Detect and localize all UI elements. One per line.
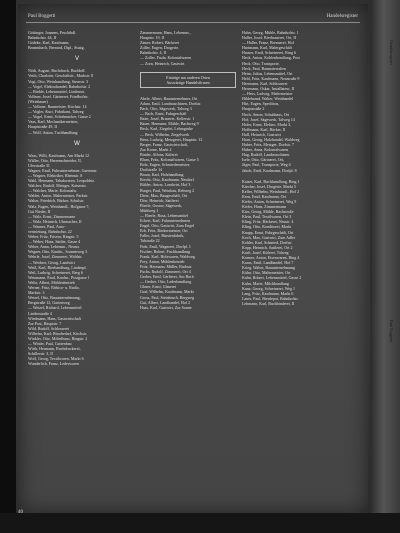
register-entry-line: Koch, Max, Gastwirt, Zum Adler xyxy=(242,234,296,240)
register-entry-line: Kling, Fritz, Bäckerei, Neustr. 4 xyxy=(242,219,294,225)
register-entry-line: Walz, Eugen, Weinhandl., Hofgasse 7, xyxy=(28,203,90,209)
section-letter: W xyxy=(74,140,80,147)
register-entry-line: Glaser, Ernst, Glaserei xyxy=(140,284,177,290)
register-entry-line: Isele, Otto, Gärtnerei, Ort, xyxy=(242,157,285,163)
entry-block xyxy=(242,179,364,306)
register-entry-line: Lang, Fritz, Kaufmann, Markt 6 xyxy=(242,290,294,296)
register-entry-line: Heim, Julius, Lebensmittel, Ort xyxy=(242,70,293,76)
register-entry-line: Beck, Karl, Ziegelei, Lehmgrube xyxy=(140,126,193,132)
register-entry-line: Waas, Willi, Kaufmann, Am Markt 12 xyxy=(28,152,89,158)
register-entry-line: Lauer, Paul, Bierdepot, Bahnhofstr. xyxy=(242,295,299,301)
register-entry-line: Werner, Fritz, Elektro- u. Radio, xyxy=(28,285,80,291)
register-entry-line: Horn, Georg, Holzhandel, Waldweg xyxy=(242,136,300,142)
register-entry-line: Hoffmann, Karl, Bäcker, II xyxy=(242,126,286,132)
register-entry-line: — Wagner, Elektriker, Rheinstr. 8 xyxy=(28,172,83,178)
register-entry-line: Kaiser, Karl, Buchhandlung, Ring 1 xyxy=(242,178,300,184)
register-entry-line: Vollmer, Josef, Gärtnerei, Friedhofstr. xyxy=(28,93,89,99)
adjacent-page-edge xyxy=(370,0,400,533)
register-entry-line: Jakob, Emil, Kaufmann, Dorfpl. 8 xyxy=(242,167,297,173)
register-entry-line: (Weinbauer) xyxy=(28,98,48,104)
register-entry-line: Krieg, Walter, Bauunternehmung xyxy=(242,265,295,271)
register-entry-line: Kühn, Otto, Malermeister, Ort xyxy=(242,270,291,276)
register-entry-line: Lindenstraße 4 xyxy=(28,310,52,316)
register-entry-line: Weil, Ludwig, Schreinerei, Berg 6 xyxy=(28,269,83,275)
register-entry-line: Hirt, Eugen, Spedition, xyxy=(242,101,279,107)
register-entry-line: Baier, Josef, Brauerei, Kellerstr. 1 xyxy=(140,116,195,122)
register-entry-line: Zur Post, Hauptstr. 7 xyxy=(28,320,62,326)
register-entry-line: Zinser, Robert, Bäckerei xyxy=(140,40,180,46)
register-entry-line: Knapp, Ernst, Fuhrgeschäft, Ort xyxy=(242,229,294,235)
register-entry-line: Fink, Emil, Wagnerei, Dorfpl. 1 xyxy=(140,243,191,249)
register-entry-line: Eberle, Gustav, Sägewerk, xyxy=(140,202,183,208)
register-entry-line: Herrmann, Karl, Schlosserei xyxy=(242,80,288,86)
box-heading-line: Einträge aus anderen Orten xyxy=(166,74,210,80)
register-entry-line: Faller, Josef, Bürstenfabrik, xyxy=(140,233,185,239)
register-entry-line: Hofer, Ernst, Elektro, Markt 3, xyxy=(242,121,292,127)
register-entry-line: Weber, Anna, Lebensm., Neustr. xyxy=(28,244,80,250)
edge-text-fragment: Paul Boggetti xyxy=(389,320,394,342)
register-entry-line: Wild, Rudolf, Schlosserei xyxy=(28,325,70,331)
register-entry-line: — Vogler, Kurt, Fabrikant, Talweg xyxy=(28,109,84,115)
register-entry-line: Nöth, August, Buchdruck, Buchbdl. xyxy=(28,68,86,74)
register-entry-line: — Wanner, Paul, Auto- xyxy=(28,223,66,229)
register-entry-line: Abele, Albert, Bauunternehmer, Ort xyxy=(140,95,198,101)
register-entry-line: Veith, Charlotte, Geschäftsfr., Markstr. 8 xyxy=(28,73,93,79)
register-entry-line: — Walz, Ernst, Zimmermann xyxy=(28,213,76,219)
scan-shadow-left xyxy=(0,0,16,533)
register-entry-line: Uferstraße 31 xyxy=(28,162,50,168)
column-3 xyxy=(242,30,364,312)
register-entry-line: Kuhn, Robert, Lebensmittel, Gasse 2 xyxy=(242,275,302,281)
register-entry-line: Weinmann, Emil, Kaufm., Postgasse 1 xyxy=(28,274,90,280)
register-entry-line: Gross, Paul, Steinbruch, Bergweg xyxy=(140,294,195,300)
register-entry-line: Klein, Paul, Textilwaren, Ort 3 xyxy=(242,214,292,220)
register-entry-line: Kiefer, Anton, Schreinerei, Weg 9 xyxy=(242,199,297,204)
register-entry-line: Huber, Fritz, Metzger, Dorfstr. 7 xyxy=(242,142,294,148)
register-entry-line: Bolz, Eugen, Schmiedemeister, xyxy=(140,162,191,168)
register-entry-line: Herrmann, Oskar, Installateur, II xyxy=(242,86,295,92)
register-entry-line: Dörr, Heinrich, Sattlerei xyxy=(140,197,179,203)
register-entry-line: Kiefer, Hans, Zimmermann xyxy=(242,204,287,210)
entry-block xyxy=(140,30,236,66)
register-entry-line: Wirth, Hermann, Buchdruckerei, xyxy=(28,346,81,352)
register-entry-line: Wunderlich, Franz, Lederwaren xyxy=(28,361,79,367)
register-entry-line: Blum, Fritz, Kolonialwaren, Gasse 5 xyxy=(140,156,199,162)
register-entry-line: vermietung, Bahnhofstr. 22 xyxy=(28,229,72,234)
register-entry-line: Burger, Paul, Weinbau, Rebweg 2 xyxy=(140,187,195,193)
register-entry-line: Kohler, Karl, Schmied, Dorfstr. xyxy=(242,239,293,245)
register-entry-line: Hug, Rudolf, Landmaschinen xyxy=(242,152,290,158)
register-entry-line: — Vollmer, Baumeister, Kirchstr. 14 xyxy=(28,104,87,110)
register-entry-line: Lehmann, Karl, Buchbinderei, II xyxy=(242,300,295,306)
register-entry-line: Zoller, Eugen, Drogerie, xyxy=(140,45,180,51)
register-entry-line: Bergstraße 12, Gartenweg xyxy=(28,300,70,306)
register-entry-line: Wagner, Emil, Fuhrunternehmer, Gartenstr. xyxy=(28,167,98,173)
register-entry-line: Held, Fritz, Kaufmann, Neustraße 9 xyxy=(242,75,300,81)
register-entry-line: Walder, Anton, Malermeister, Parkstr. xyxy=(28,193,89,199)
entry-block xyxy=(28,30,126,50)
register-entry-line: Zimmermann, Hans, Lebensm., xyxy=(140,30,191,35)
box-heading-line: Auswärtige Handelsfirmen xyxy=(166,79,210,85)
register-entry-line: — Hess, Ludwig, Malermeister xyxy=(242,91,293,97)
register-entry-line: Winkler, Otto, Möbelhaus, Ringstr. 2 xyxy=(28,335,88,341)
register-entry-line: Frey, Anton, Mühlenbetrieb xyxy=(140,258,185,264)
register-entry-line: Vogt, Otto, Weinhandlung, Sternstr. 3 xyxy=(28,78,88,84)
register-entry-line: Hauptstraße 49, II xyxy=(28,124,57,130)
register-entry-line: — Bürkle, Lebensmittel, Lindenstr. xyxy=(28,88,85,94)
register-entry-line: Hildebrand, Walter, Weinhandel xyxy=(242,96,294,102)
register-entry-line: Dorfstraße 14 xyxy=(140,167,163,173)
register-entry-line: — Gerber, Otto, Lederhandlung xyxy=(140,279,192,285)
register-entry-line: Hoch, Anton, Schuhhaus, Ort xyxy=(242,111,290,117)
register-entry-line: Fritz, Hermann, Müller, Bachstr. xyxy=(140,263,193,269)
register-entry-line: Wahl, Hermann, Tabakwaren, Leopoldstr. xyxy=(28,178,95,184)
register-entry-line: Braun, Karl, Holzhandlung xyxy=(140,172,184,178)
register-entry-line: — Zoller, Paula, Kolonialwaren xyxy=(140,55,192,61)
register-entry-line: — Vogel, Ernst, Schuhmacher, Gasse 2 xyxy=(28,114,91,120)
register-entry-line: Adam, Emil, Landmaschinen, Dorfstr. xyxy=(140,100,202,106)
entry-block xyxy=(242,30,364,173)
register-entry-line: Wilhelm, Karl, Bürobedarf, Kirchstr. xyxy=(28,330,88,336)
register-entry-line: Fuchs, Rudolf, Zimmerei, Ort 4 xyxy=(140,269,191,275)
register-entry-line: Hauser, Emil, Schreinerei, Ring 6 xyxy=(242,50,296,56)
register-entry-line: Gödeke, Karl, Kaufmann, xyxy=(28,40,70,46)
register-entry-line: Heck, Otto, Transporte, xyxy=(242,60,280,66)
register-entry-line: Talstraße 22 xyxy=(140,238,160,244)
column-1 xyxy=(28,30,126,373)
register-entry-line: Wehrle, Josef, Zimmerei, Waldstr. xyxy=(28,254,83,260)
register-entry-line: — Zorn, Heinrich, Gastwirt xyxy=(140,60,185,66)
register-entry-line: Hauptstr. 19, II xyxy=(140,35,165,41)
register-entry-line: Haller, Josef, Bierbrauerei, Ort, II xyxy=(242,35,297,41)
register-entry-line: Berger, Franz, Gastwirtschaft, xyxy=(140,141,189,147)
register-entry-line: Heck, Paul, Baumaterialien xyxy=(242,65,286,71)
register-entry-line: Jäger, Paul, Transporte, Weg 4 xyxy=(242,162,291,168)
register-entry-line: Engel, Otto, Gastwirt, Zum Engel xyxy=(140,223,195,229)
register-entry-line: Bauer, Hermann, Mühle, Bachweg 9 xyxy=(140,121,199,127)
register-entry-line: Kraus, Emil, Landhandel, Hof 7 xyxy=(242,260,294,266)
edge-text-fragment: Handelsregister xyxy=(389,40,394,66)
register-entry-line: Welte, Albert, Mühlenbetrieb xyxy=(28,279,75,285)
register-entry-line: Gut, Albert, Landhandel, Hof 2 xyxy=(140,299,191,305)
register-entry-line: — Bach, Ernst, Fuhrgeschäft xyxy=(140,111,187,117)
register-entry-line: Hof, Josef, Sägewerk, Talweg 14 xyxy=(242,116,295,122)
register-entry-line: — Walcher, Marie, Kolonialw. xyxy=(28,188,78,194)
header-right: Handelsregister xyxy=(326,14,358,19)
register-entry-line: Vaas, Karl, Mechanikermeister, xyxy=(28,119,79,125)
register-entry-line: Gut Nieder, II xyxy=(28,208,51,214)
column-2 xyxy=(140,30,236,316)
register-entry-line: Hauptstraße 2 xyxy=(242,106,265,112)
register-entry-line: Kern, Emil, Kaufmann, Ort xyxy=(242,193,286,199)
register-entry-line: Kopp, Heinrich, Sattlerei, Ort 2 xyxy=(242,244,293,250)
register-entry-line: Wegner, Otto, Kaufm., Sonnenweg 3 xyxy=(28,249,88,255)
entry-block xyxy=(28,153,126,367)
register-entry-line: Frank, Karl, Holzwaren, Waldweg xyxy=(140,253,195,259)
register-entry-line: Heck, Anton, Kohlenhandlung, Post xyxy=(242,55,300,61)
register-entry-line: Mühlweg 1 xyxy=(140,207,159,213)
register-entry-line: — Vogel, Elektrohandel, Bahnhofstr. 2 xyxy=(28,83,91,89)
scan-shadow-bottom xyxy=(0,513,400,533)
register-entry-line: Kunz, Georg, Schreinerei, Weg 1 xyxy=(242,285,295,291)
register-entry-line: Göttinger, Joannes, Fruchthdl. xyxy=(28,30,77,35)
register-entry-line: Weiß, Karl, Bierhandlung, Lindenpl. xyxy=(28,264,87,270)
register-entry-line: Erb, Fritz, Bäckermeister, Ort xyxy=(140,228,188,234)
register-entry-line: Hahn, Georg, Mühle, Bahnhofstr. 1 xyxy=(242,30,299,35)
register-entry-line: Haas, Karl, Gastwirt, Zur Sonne xyxy=(140,304,192,310)
register-entry-line: Holl, Heinrich, Gastwirt xyxy=(242,131,281,137)
register-entry-line: Wiedmann, Hans, Gastwirtschaft xyxy=(28,315,81,321)
register-entry-line: Eckert, Karl, Fuhrunternehmen xyxy=(140,218,190,224)
register-entry-line: — Wolf, Anton, Tuchhandlung xyxy=(28,129,78,135)
register-entry-line: Benz, Ludwig, Metzgerei, Hauptstr. 12 xyxy=(140,136,203,142)
register-entry-line: Schillerstr. 3, II xyxy=(28,351,53,357)
register-entry-line: Bahnhofstr. 4, II xyxy=(140,50,167,56)
register-entry-line: Kirn, Georg, Mühle, Bachstraße xyxy=(242,209,294,215)
register-entry-line: Huber, Anna, Kolonialwaren xyxy=(242,147,289,153)
header-left: Paul Boggetti xyxy=(28,14,56,19)
register-entry-line: Brecht, Otto, Kaufmann, Neudorf xyxy=(140,177,194,183)
register-entry-line: Kramer, Anton, Eisenwaren, Ring 4 xyxy=(242,255,300,261)
register-entry-line: Hartmann, Karl, Malergeschäft xyxy=(242,45,292,51)
register-entry-line: Kuhn, Marie, Milchhandlung xyxy=(242,280,289,286)
register-entry-line: Kärcher, Josef, Drogerie, Markt 5 xyxy=(242,183,296,189)
register-entry-line: Markstr. 3 xyxy=(28,290,45,296)
register-entry-line: Walter, Friedrich, Bäcker, Schulstr. xyxy=(28,198,85,204)
register-entry-line: — Winter, Paul, Gartenbau xyxy=(28,341,72,347)
entry-block xyxy=(28,68,126,134)
book-page xyxy=(18,4,368,514)
running-header xyxy=(26,12,360,23)
register-entry-line: Weber, Fritz, Friseur, Ringstr. 5 xyxy=(28,234,79,240)
register-entry-line: Kling, Otto, Konditorei, Markt xyxy=(242,224,292,230)
register-entry-line: — Eberle, Rosa, Lebensmittel xyxy=(140,213,189,218)
register-entry-line: Binder, Alfons, Küferei xyxy=(140,151,178,157)
register-entry-line: Wäller, Otto, Herrenschneider, II, xyxy=(28,157,82,163)
register-entry-line: — Walz, Heinrich, Uhrmacher, II xyxy=(28,218,82,224)
register-entry-line: Walcher, Rudolf, Metzger, Kaiserstr. xyxy=(28,183,87,189)
register-entry-line: Wetzel, Otto, Bauunternehmung, xyxy=(28,295,81,301)
register-entry-line: — Beck, Wilhelm, Ziegelwerk xyxy=(140,131,190,137)
entry-block xyxy=(140,96,236,310)
register-entry-line: Bühler, Anton, Landwirt, Hof 3 xyxy=(140,182,191,188)
register-entry-line: Kraft, Josef, Küferei, Talweg xyxy=(242,249,289,255)
register-entry-line: Bach, Otto, Sägewerk, Talweg 3 xyxy=(140,106,192,112)
register-entry-line: — Weber, Hans, Sattler, Gasse 4 xyxy=(28,239,81,245)
register-entry-line: Wolf, Georg, Textilwaren, Markt 6 xyxy=(28,356,84,362)
section-letter: V xyxy=(74,56,79,63)
register-entry-line: Brunnsbach, Bernard, Dipl., Stuttg. xyxy=(28,45,85,51)
register-entry-line: Gerber, Emil, Gerberei, Am Bach xyxy=(140,274,194,280)
register-entry-line: — Wetzel, Richard, Lebensmittel xyxy=(28,305,82,311)
register-entry-line: — Weidner, Georg, Landwirt xyxy=(28,259,75,265)
register-entry-line: Fischer, Robert, Fischhandlung xyxy=(140,248,191,254)
register-entry-line: Dietz, Max, Baugeschäft, Ort xyxy=(140,192,188,198)
register-entry-line: Graf, Wilhelm, Kaufmann, Markt xyxy=(140,289,194,295)
boxed-section-heading xyxy=(140,72,236,88)
register-entry-line: Zur Krone, Markt 2 xyxy=(140,146,172,152)
register-entry-line: — Haller, Franz, Brennerei, Hof xyxy=(242,40,294,46)
register-entry-line: Keller, Wilhelm, Weinhandl., Hof 2 xyxy=(242,188,299,194)
register-entry-line: Bahnhofstr. 44, II xyxy=(28,35,57,41)
